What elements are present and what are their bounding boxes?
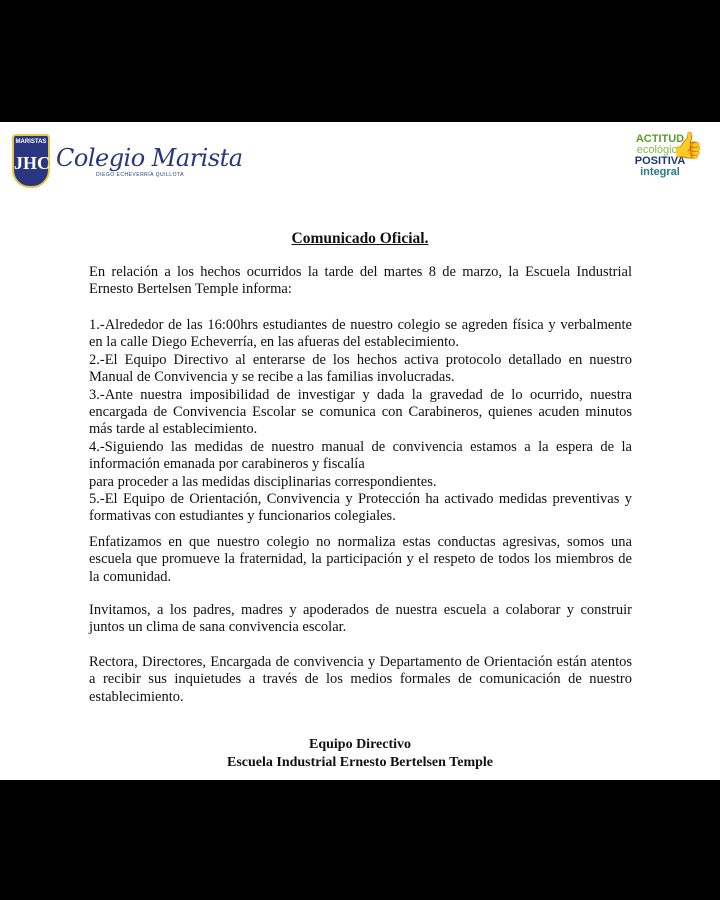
- logo-badge-text: MARISTAS: [15, 139, 47, 145]
- paragraph-text: Invitamos, a los padres, madres y apoderados de nuestra escuela a colaborar y construir juntos un clima de sana convivencia escolar.: [89, 602, 632, 636]
- paragraph: [89, 602, 632, 637]
- paragraph-text: Rectora, Directores, Encargada de convivencia y Departamento de Orientación están atentos a recibir sus inquietudes a través de los medios formales de comunicación de nuestro establecimiento.: [89, 654, 632, 705]
- document-page: [0, 122, 720, 780]
- logo-line: ecológica: [636, 144, 684, 156]
- logo-line: POSITIVA: [634, 155, 686, 167]
- logo-line: integral: [640, 166, 680, 178]
- maristas-shield-icon: [12, 134, 50, 188]
- list-item: 2.-El Equipo Directivo al enterarse de los hechos activa protocolo detallado en nuestro Manual de Convivencia y se recibe a las familias involucradas.: [89, 351, 632, 386]
- list-item: para proceder a las medidas disciplinarias correspondientes.: [89, 473, 437, 490]
- numbered-list: [89, 317, 632, 526]
- actitud-ecologica-logo: [620, 130, 704, 196]
- logo-subtitle: DIEGO ECHEVERRÍA QUILLOTA: [96, 172, 184, 178]
- list-item: 3.-Ante nuestra imposibilidad de investigar y dada la gravedad de lo ocurrido, nuestra encargada de Convivencia Escolar se comunica con Carabineros, quienes acuden minutos más tarde al establecimiento.: [89, 386, 632, 438]
- paragraph: [89, 654, 632, 706]
- document-title: Comunicado Oficial.: [291, 230, 429, 247]
- logo-name: Colegio Marista: [56, 144, 243, 172]
- paragraph: [89, 534, 632, 586]
- intro-paragraph: [89, 264, 632, 299]
- list-item: 5.-El Equipo de Orientación, Convivencia y Protección ha activado medidas preventivas y formativas con estudiantes y funcionarios colegiales.: [89, 491, 632, 525]
- thumbs-up-icon: 👍: [671, 130, 704, 160]
- signature: [0, 736, 720, 771]
- list-item: 1.-Alrededor de las 16:00hrs estudiantes de nuestro colegio se agreden física y verbalmente en la calle Diego Echeverría, en las afueras del establecimiento.: [89, 317, 632, 351]
- logo-monogram: JHC: [14, 153, 50, 173]
- signature-line: Equipo Directivo: [308, 737, 412, 752]
- colegio-marista-logo: [12, 134, 243, 188]
- intro-text: En relación a los hechos ocurridos la tarde del martes 8 de marzo, la Escuela Industrial Ernesto Bertelsen Temple informa:: [89, 264, 632, 298]
- list-item: 4.-Siguiendo las medidas de nuestro manual de convivencia estamos a la espera de la información emanada por carabineros y fiscalía: [89, 438, 632, 473]
- signature-line: Escuela Industrial Ernesto Bertelsen Temple: [226, 754, 493, 770]
- logo-line: ACTITUD: [635, 133, 685, 145]
- paragraph-text: Enfatizamos en que nuestro colegio no normaliza estas conductas agresivas, somos una escuela que promueve la fraternidad, la participación y el respeto de todos los miembros de la comunidad.: [89, 534, 632, 585]
